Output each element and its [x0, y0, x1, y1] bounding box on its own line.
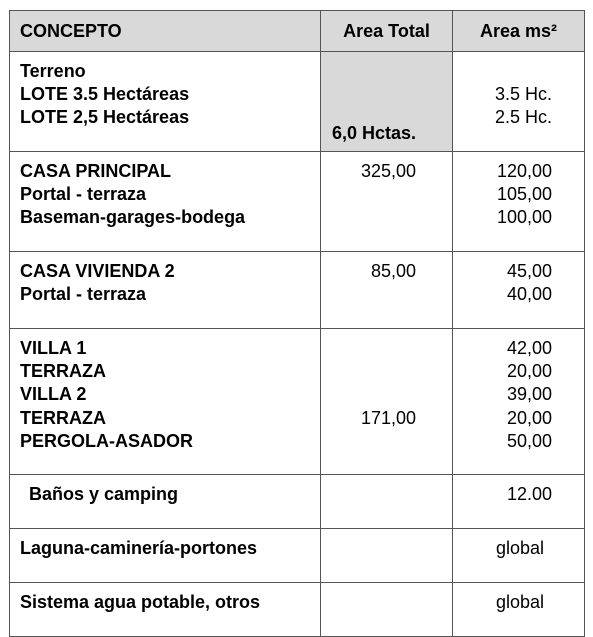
area-line: 105,00	[496, 184, 552, 205]
area-line: 42,00	[506, 338, 552, 358]
area-line: 39,00	[506, 384, 552, 405]
concept-line: Terreno	[20, 61, 86, 81]
concept-cell	[10, 329, 321, 475]
area-line: 3.5 Hc.	[494, 84, 552, 105]
area-total-value: 6,0 Hctas.	[331, 122, 416, 143]
table-header-row	[10, 11, 585, 52]
table-row-casa-vivienda-2	[10, 252, 585, 329]
areas-table	[9, 10, 585, 637]
concept-line: Sistema agua potable, otros	[20, 592, 261, 612]
area-total-cell	[321, 252, 453, 329]
concept-cell	[10, 475, 321, 529]
concept-cell	[10, 252, 321, 329]
table-row-terreno	[10, 52, 585, 152]
area-total-value: 171,00	[360, 407, 416, 428]
concept-line: TERRAZA	[20, 361, 106, 382]
area-total-cell	[321, 583, 453, 637]
area-line: global	[495, 538, 544, 558]
area-line: 45,00	[506, 261, 552, 281]
area-line: 50,00	[506, 430, 552, 451]
concept-cell	[10, 52, 321, 152]
concept-line: PERGOLA-ASADOR	[20, 430, 194, 451]
area-line: 20,00	[506, 361, 552, 382]
concept-line: Portal - terraza	[20, 184, 147, 205]
concept-line: Laguna-caminería-portones	[20, 538, 258, 558]
area-line: global	[495, 592, 544, 612]
concept-line: VILLA 1	[20, 338, 87, 358]
concept-line: CASA PRINCIPAL	[20, 161, 172, 181]
area-line	[453, 60, 552, 83]
area-cell	[453, 529, 585, 583]
concept-line: LOTE 2,5 Hectáreas	[20, 107, 190, 128]
concept-line: VILLA 2	[20, 384, 87, 405]
area-line: 2.5 Hc.	[494, 107, 552, 128]
area-cell	[453, 252, 585, 329]
concept-cell	[10, 583, 321, 637]
area-cell	[453, 329, 585, 475]
area-line: 40,00	[506, 284, 552, 305]
area-total-cell	[321, 475, 453, 529]
table-row-laguna	[10, 529, 585, 583]
area-line: 100,00	[496, 207, 552, 228]
table-row-villas	[10, 329, 585, 475]
concept-line: TERRAZA	[20, 407, 106, 428]
concept-line: Baños y camping	[24, 484, 179, 504]
area-total-value: 325,00	[360, 161, 416, 181]
area-cell	[453, 152, 585, 252]
table-row-banos-camping	[10, 475, 585, 529]
concept-line: LOTE 3.5 Hectáreas	[20, 84, 190, 105]
area-cell	[453, 475, 585, 529]
area-total-cell	[321, 329, 453, 475]
header-area-ms2: Area ms²	[453, 11, 585, 52]
area-total-value: 85,00	[370, 261, 416, 281]
area-cell	[453, 583, 585, 637]
concept-line: Baseman-garages-bodega	[20, 207, 246, 228]
concept-line: Portal - terraza	[20, 284, 147, 305]
area-line: 120,00	[496, 161, 552, 181]
concept-line: CASA VIVIENDA 2	[20, 261, 175, 281]
concept-cell	[10, 529, 321, 583]
area-total-cell	[321, 152, 453, 252]
header-concept: CONCEPTO	[10, 11, 321, 52]
concept-cell	[10, 152, 321, 252]
table-row-casa-principal	[10, 152, 585, 252]
header-area-total: Area Total	[321, 11, 453, 52]
area-total-cell	[321, 52, 453, 152]
area-line: 20,00	[506, 407, 552, 428]
area-total-cell	[321, 529, 453, 583]
area-cell	[453, 52, 585, 152]
area-line: 12.00	[506, 484, 552, 504]
table-row-sistema-agua	[10, 583, 585, 637]
